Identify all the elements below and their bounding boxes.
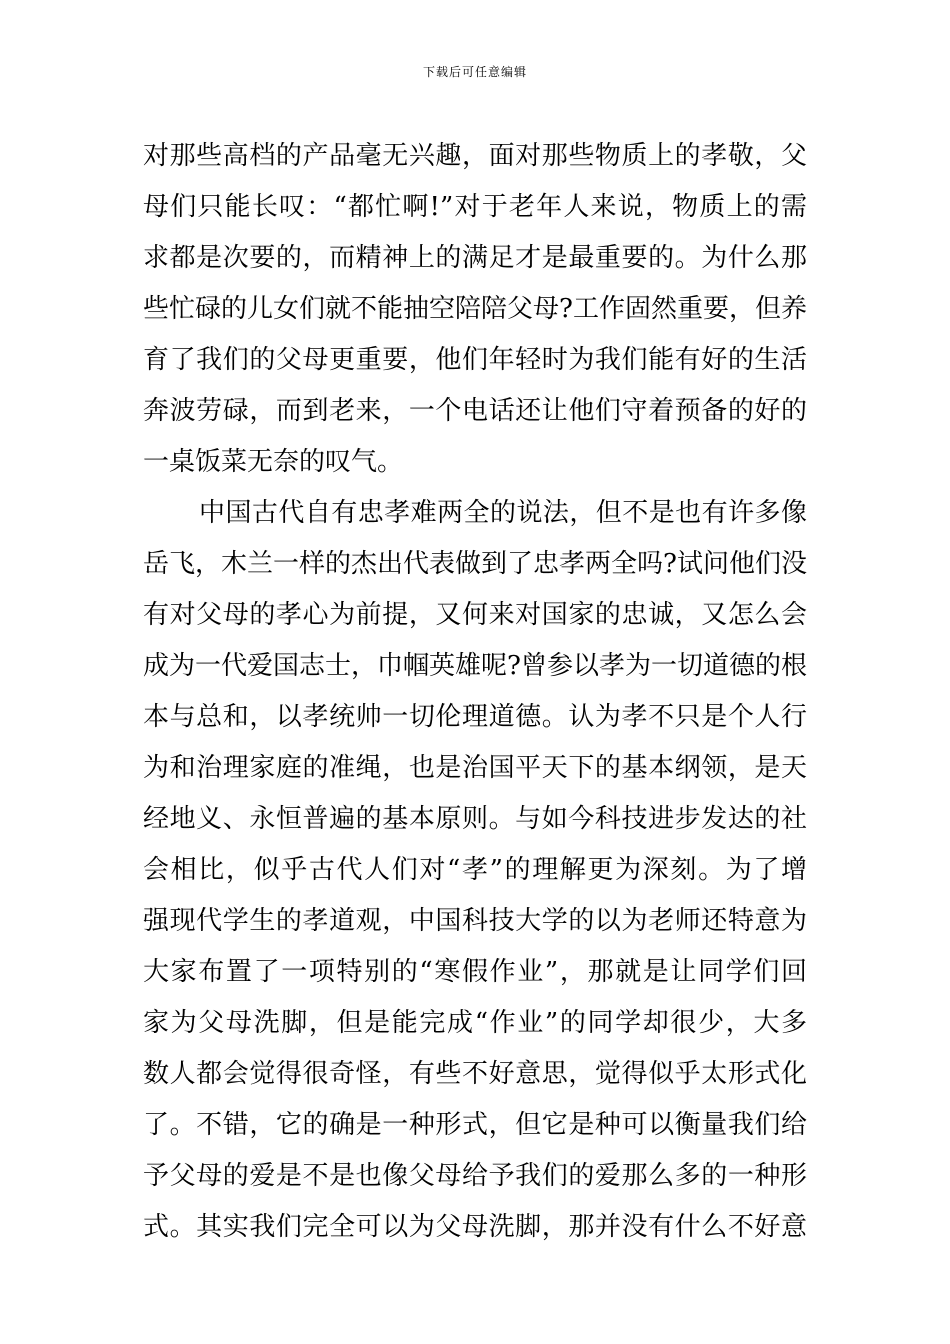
text-line: 岳飞，木兰一样的杰出代表做到了忠孝两全吗?试问他们没 (143, 549, 807, 579)
text-line: 奔波劳碌，而到老来，一个电话还让他们守着预备的好的 (143, 396, 807, 426)
paragraph-2 (143, 488, 807, 1253)
text-line: 对那些高档的产品毫无兴趣，面对那些物质上的孝敬，父 (143, 141, 807, 171)
text-line: 家为父母洗脚，但是能完成“作业”的同学却很少，大多 (143, 1008, 807, 1038)
document-body (143, 131, 807, 1253)
text-line: 了。不错，它的确是一种形式，但它是种可以衡量我们给 (143, 1110, 807, 1140)
text-line: 中国古代自有忠孝难两全的说法，但不是也有许多像 (199, 498, 807, 528)
text-line: 经地义、永恒普遍的基本原则。与如今科技进步发达的社 (143, 804, 807, 834)
text-line: 式。其实我们完全可以为父母洗脚，那并没有什么不好意 (143, 1212, 807, 1242)
text-line: 数人都会觉得很奇怪，有些不好意思，觉得似乎太形式化 (143, 1059, 807, 1089)
text-line: 强现代学生的孝道观，中国科技大学的以为老师还特意为 (143, 906, 807, 936)
text-line: 大家布置了一项特别的“寒假作业”，那就是让同学们回 (143, 957, 807, 987)
text-line: 一桌饭菜无奈的叹气。 (143, 447, 404, 477)
text-line: 予父母的爱是不是也像父母给予我们的爱那么多的一种形 (143, 1161, 807, 1191)
text-line: 会相比，似乎古代人们对“孝”的理解更为深刻。为了增 (143, 855, 807, 885)
page-header: 下载后可任意编辑 (422, 65, 527, 79)
text-line: 成为一代爱国志士，巾帼英雄呢?曾参以孝为一切道德的根 (143, 651, 807, 681)
text-line: 求都是次要的，而精神上的满足才是最重要的。为什么那 (143, 243, 807, 273)
text-line: 育了我们的父母更重要，他们年轻时为我们能有好的生活 (143, 345, 807, 375)
text-line: 本与总和，以孝统帅一切伦理道德。认为孝不只是个人行 (143, 702, 807, 732)
text-line: 些忙碌的儿女们就不能抽空陪陪父母?工作固然重要，但养 (143, 294, 807, 324)
text-line: 为和治理家庭的准绳，也是治国平天下的基本纲领，是天 (143, 753, 807, 783)
text-line: 母们只能长叹：“都忙啊!”对于老年人来说，物质上的需 (143, 192, 807, 222)
paragraph-1 (143, 131, 807, 488)
text-line: 有对父母的孝心为前提，又何来对国家的忠诚，又怎么会 (143, 600, 807, 630)
